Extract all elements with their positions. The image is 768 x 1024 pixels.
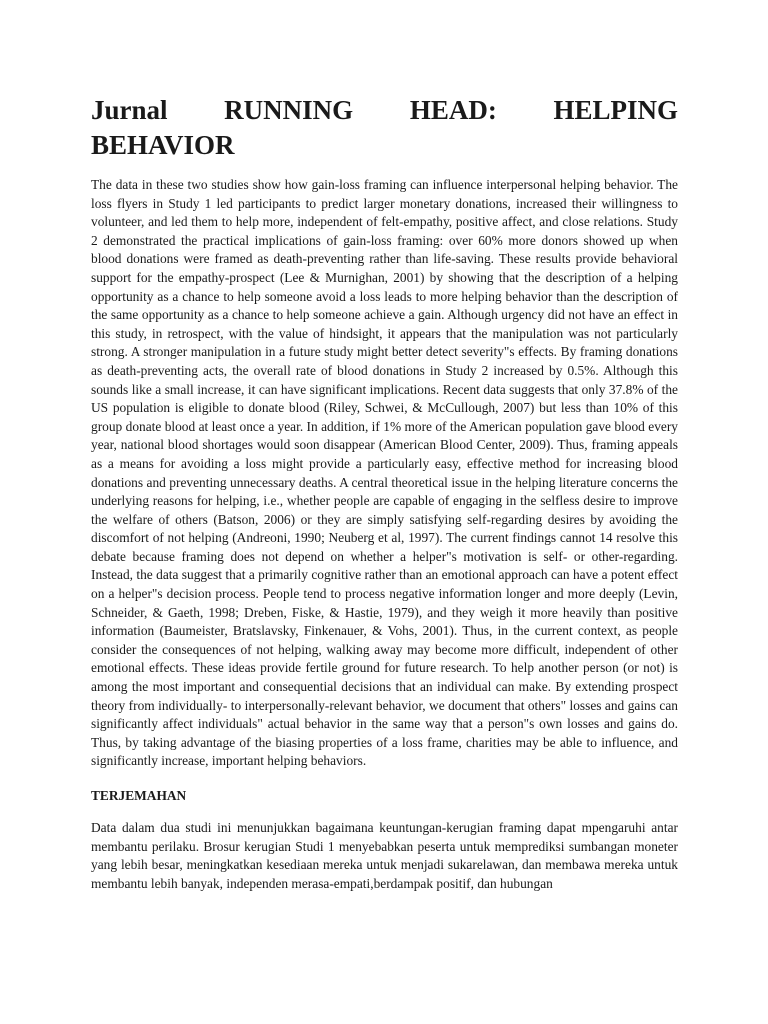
document-page [91, 92, 678, 893]
section-heading-terjemahan: TERJEMAHAN [91, 788, 187, 803]
document-title-line-2: BEHAVIOR [91, 130, 235, 160]
document-title-line-1: Jurnal RUNNING HEAD: HELPING [91, 95, 678, 125]
english-paragraph: The data in these two studies show how gain-loss framing can influence interpersonal helping behavior. The loss flyers in Study 1 led participants to predict larger monetary donations, increased their willingness to volunteer, and led them to help more, independent of felt-empathy, positive affect, and close relations. Study 2 demonstrated the practical implications of gain-loss framing: over 60% more donors showed up when blood donations were framed as death-preventing rather than life-saving. These results provide behavioral support for the empathy-prospect (Lee & Murnighan, 2001) by showing that the description of a helping opportunity as a chance to help someone avoid a loss leads to more helping behavior than the description of the same opportunity as a chance to help someone achieve a gain. Although urgency did not have an effect in this study, in retrospect, with the value of hindsight, it appears that the manipulation was not particularly strong. A stronger manipulation in a future study might better detect severity"s effects. By framing donations as death-preventing acts, the overall rate of blood donations in Study 2 increased by 0.5%. Although this sounds like a small increase, it can have significant implications. Recent data suggests that only 37.8% of the US population is eligible to donate blood (Riley, Schwei, & McCullough, 2007) but less than 10% of this group donate blood at least once a year. In addition, if 1% more of the American population gave blood every year, national blood shortages would soon disappear (American Blood Center, 2009). Thus, framing appeals as a means for avoiding a loss might provide a particularly easy, effective method for increasing blood donations and preventing unnecessary deaths. A central theoretical issue in the helping literature concerns the underlying reasons for helping, i.e., whether people are capable of engaging in the selfless desire to improve the welfare of others (Batson, 2006) or they are simply satisfying self-regarding desires by avoiding the discomfort of not helping (Andreoni, 1990; Neuberg et al, 1997). The current findings cannot 14 resolve this debate because framing does not depend on whether a helper"s motivation is self- or other-regarding. Instead, the data suggest that a primarily cognitive rather than an emotional approach can have a potent effect on a helper"s decision process. People tend to process negative information longer and more deeply (Levin, Schneider, & Gaeth, 1998; Dreben, Fiske, & Hastie, 1979), and they weigh it more heavily than positive information (Baumeister, Bratslavsky, Finkenauer, & Vohs, 2001). Thus, in the current context, as people consider the consequences of not helping, walking away may become more difficult, independent of other emotional effects. These ideas provide fertile ground for future research. To help another person (or not) is among the most important and consequential decisions that an individual can make. By extending prospect theory from individually- to interpersonally-relevant behavior, we document that others" losses and gains can significantly affect individuals" actual behavior in the same way that a person"s own losses and gains do. Thus, by taking advantage of the biasing properties of a loss frame, charities may be able to influence, and significantly increase, important helping behaviors. [91, 177, 678, 769]
indonesian-paragraph: Data dalam dua studi ini menunjukkan bagaimana keuntungan-kerugian framing dapat mpengaruhi antar membantu perilaku. Brosur kerugian Studi 1 menyebabkan peserta untuk memprediksi sumbangan moneter yang lebih besar, meningkatkan kesediaan mereka untuk menjadi sukarelawan, dan membawa mereka untuk membantu lebih banyak, independen merasa-empati,berdampak positif, dan hubungan [91, 820, 678, 891]
